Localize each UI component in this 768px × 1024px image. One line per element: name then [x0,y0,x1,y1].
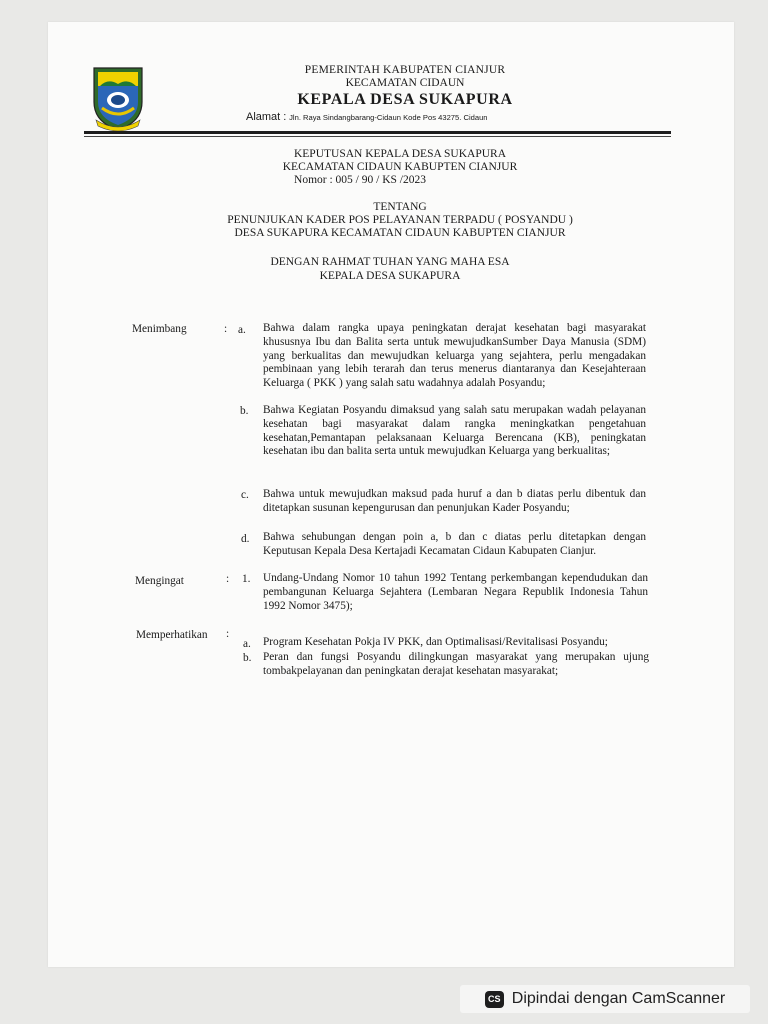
letterhead-village-head: KEPALA DESA SUKAPURA [297,91,513,108]
menimbang-b-mark: b. [240,405,249,417]
memperhatikan-a-text: Program Kesehatan Pokja IV PKK, dan Optimalisasi/Revitalisasi Posyandu; [263,636,608,648]
regency-emblem-icon [90,64,146,132]
letterhead-district: KECAMATAN CIDAUN [345,77,465,89]
decree-number: Nomor : 005 / 90 / KS /2023 [294,174,426,186]
menimbang-a-text: Bahwa dalam rangka upaya peningkatan derajat kesehatan bagi masyarakat khususnya Ibu dan Balita serta untuk mewujudkanSumber Daya Manusia (SDM) yang berkualitas dan mewujudkan keluarga yang sejahtera, perlu mengadakan pembinaan yang lebih terarah dan terus menerus diantaranya dan Kesejahteraan Keluarga ( PKK ) yang salah satu wadahnya adalah Posyandu; [263,322,646,390]
camscanner-watermark [460,985,750,1013]
memperhatikan-a-mark: a. [243,638,251,650]
memperhatikan-label: Memperhatikan [136,629,208,641]
letterhead-divider-thin [84,136,671,137]
letterhead-divider-thick [84,131,671,134]
mengingat-1-text: Undang-Undang Nomor 10 tahun 1992 Tentang perkembangan kependudukan dan pembangunan Keluarga Sejahtera (Lembaran Negara Republik Indonesia Tahun 1992 Nomor 3475); [263,572,648,612]
menimbang-c-mark: c. [241,489,249,501]
menimbang-colon: : [224,323,228,335]
mengingat-colon: : [226,573,230,585]
decree-subtitle: KECAMATAN CIDAUN KABUPTEN CIANJUR [282,161,518,173]
menimbang-label: Menimbang [132,323,187,335]
memperhatikan-colon: : [226,628,230,640]
subject-line-1: PENUNJUKAN KADER POS PELAYANAN TERPADU ( POSYANDU ) [227,214,573,226]
mengingat-label: Mengingat [135,575,184,587]
mengingat-1-mark: 1. [242,573,251,585]
menimbang-a-mark: a. [238,324,246,336]
menimbang-b-text: Bahwa Kegiatan Posyandu dimaksud yang salah satu merupakan wadah pelayanan kesehatan bagi masyarakat dalam rangka meningkatkan pengetahuan kesehatan,Pemantapan pelaksanaan Keluarga Berencana (KB), peningkatan kesehatan ibu dan balita serta untuk mewujudkan Keluarga yang berkualitas; [263,404,646,458]
camscanner-label: Dipindai dengan CamScanner [511,990,726,1007]
invocation-line-1: DENGAN RAHMAT TUHAN YANG MAHA ESA [270,256,510,268]
address-value: Jln. Raya Sindangbarang-Cidaun Kode Pos 43275. Cidaun [289,113,488,122]
letterhead-regency: PEMERINTAH KABUPATEN CIANJUR [304,64,506,76]
address-label: Alamat : [246,111,287,123]
invocation-line-2: KEPALA DESA SUKAPURA [319,270,461,282]
menimbang-d-text: Bahwa sehubungan dengan poin a, b dan c diatas perlu ditetapkan dengan Keputusan Kepala Desa Kertajadi Kecamatan Cidaun Kabupaten Cianjur. [263,531,646,557]
memperhatikan-b-text: Peran dan fungsi Posyandu dilingkungan masyarakat yang merupakan ujung tombakpelayanan dan peningkatan derajat kesehatan masyarakat; [263,651,649,677]
subject-heading: TENTANG [373,201,427,213]
camscanner-logo-icon: CS [485,991,504,1008]
decree-title: KEPUTUSAN KEPALA DESA SUKAPURA [293,148,507,160]
subject-line-2: DESA SUKAPURA KECAMATAN CIDAUN KABUPTEN CIANJUR [234,227,566,239]
memperhatikan-b-mark: b. [243,652,252,664]
letterhead-address [246,111,488,123]
menimbang-d-mark: d. [241,533,250,545]
menimbang-c-text: Bahwa untuk mewujudkan maksud pada huruf a dan b diatas perlu dibentuk dan ditetapkan susunan kepengurusan dan penunjukan Kader Posyandu; [263,488,646,514]
